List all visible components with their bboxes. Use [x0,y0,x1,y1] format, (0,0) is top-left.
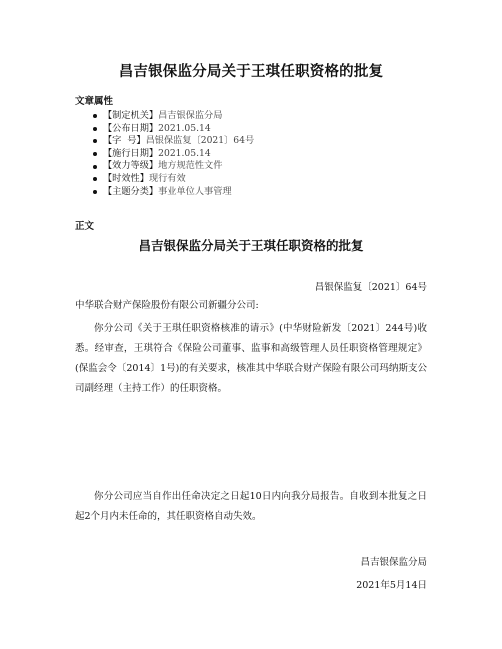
attribute-item [93,148,254,161]
attribute-key: 【制定机关】 [103,110,159,121]
bullet-icon [93,139,97,143]
attribute-value: 现行有效 [148,172,186,184]
paragraph: 你分公司《关于王琪任职资格核准的请示》(中华财险新发〔2021〕244号)收悉。经审查，王琪符合《保险公司董事、监事和高级管理人员任职资格管理规定》(保监会令〔2014〕1号)的有关要求，核准其中华联合财产保险有限公司玛纳斯支公司副经理（主持工作）的任职资格。 [75,323,427,394]
document-number: 昌银保监复〔2021〕64号 [314,282,427,293]
bullet-icon [93,177,97,181]
attribute-item [93,173,254,186]
attribute-value: 昌吉银保监分局 [158,110,223,121]
attribute-item [93,123,254,136]
attribute-value: 地方规范性文件 [158,160,223,172]
attribute-key: 【公布日期】 [103,122,159,134]
attribute-key: 【字 号】 [103,135,146,147]
bullet-icon [93,190,97,194]
attribute-item [93,110,254,123]
attribute-key: 【施行日期】 [103,147,159,159]
addressee: 中华联合财产保险股份有限公司新疆分公司: [75,300,259,311]
attribute-key: 【时效性】 [103,172,149,184]
attribute-key: 【效力等级】 [103,160,159,172]
body-heading: 正文 [75,221,95,232]
attribute-value: 2021.05.14 [158,122,211,134]
attribute-value: 2021.05.14 [158,147,211,159]
body-title: 昌吉银保监分局关于王琪任职资格的批复 [138,238,364,253]
bullet-icon [93,114,97,118]
attribute-value: 事业单位人事管理 [158,185,232,197]
attribute-item [93,186,254,199]
attributes-heading: 文章属性 [75,96,114,107]
document-title: 昌吉银保监分局关于王琪任职资格的批复 [118,63,384,80]
attribute-value: 昌银保监复〔2021〕64号 [145,135,255,147]
attribute-item [93,160,254,173]
signer-organization: 昌吉银保监分局 [360,557,427,568]
bullet-icon [93,127,97,131]
paragraph: 你分公司应当自作出任命决定之日起10日内向我分局报告。自收到本批复之日起2个月内未任命的，其任职资格自动失效。 [75,491,427,522]
attribute-key: 【主题分类】 [103,185,159,197]
bullet-icon [93,152,97,156]
bullet-icon [93,165,97,169]
signer-date: 2021年5月14日 [356,580,427,591]
attributes-list [93,110,254,198]
attribute-item [93,135,254,148]
